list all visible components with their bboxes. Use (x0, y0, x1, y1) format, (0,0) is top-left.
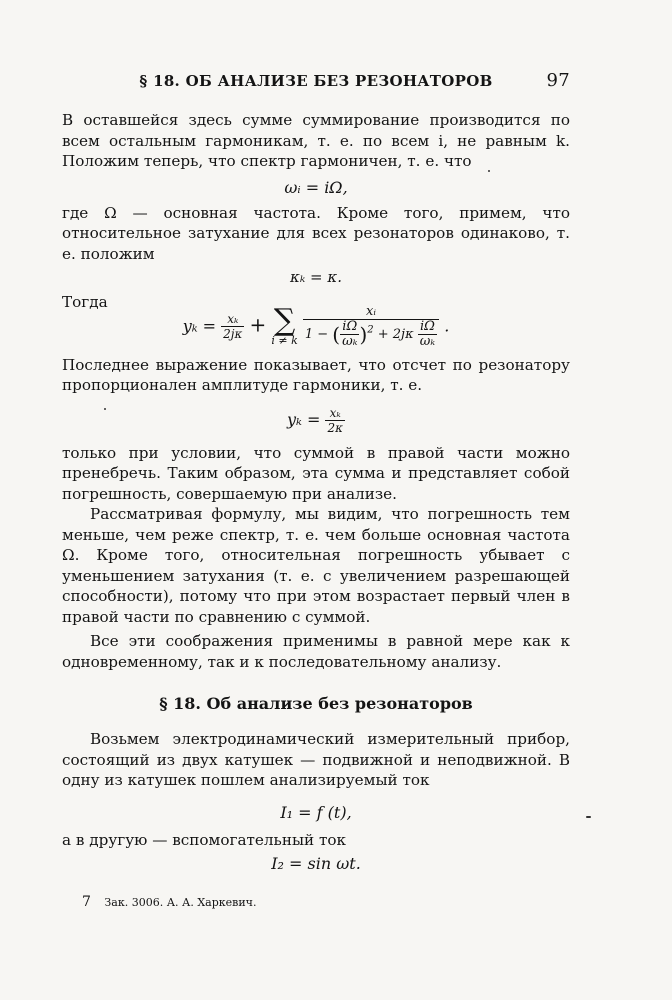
inner-denominator: ωₖ (419, 333, 436, 349)
print-speck (488, 170, 490, 172)
formula-first-term (221, 312, 244, 341)
inner-numerator: iΩ (419, 318, 435, 334)
paragraph-6: Рассматривая формулу, мы видим, что погрешность тем меньше, чем реже спектр, т. е. чем больше основная частота Ω. Кроме того, относительная погрешность убывает с уменьшением затухания (т. е. с увеличением разрешающей способности), потому что при этом возрастает первый член в правой части по сравнению с суммой. (62, 505, 570, 626)
inner-fraction (340, 320, 359, 349)
denominator-part: + 2jκ (377, 326, 414, 342)
inner-denominator: ωₖ (342, 333, 358, 349)
formula-period: . (444, 316, 450, 335)
fraction-numerator: xᵢ (366, 303, 376, 319)
sigma-symbol: ∑ (273, 303, 296, 338)
formula-lhs: yₖ = (182, 316, 217, 335)
square-exponent: 2 (367, 324, 374, 336)
summation-sign (271, 303, 298, 347)
running-head-title: § 18. ОБ АНАЛИЗЕ БЕЗ РЕЗОНАТОРОВ (139, 72, 493, 90)
fraction-numerator: xₖ (329, 405, 341, 420)
formula-lhs: yₖ = (287, 409, 321, 429)
formula-sum-term (303, 305, 439, 349)
plus-sign: + (249, 312, 267, 336)
denominator-part: 1 − (304, 326, 329, 342)
formula-harmonic-spectrum: ωᵢ = iΩ, (284, 177, 348, 197)
fraction-numerator: xₖ (227, 312, 239, 326)
fraction-denominator: 2κ (327, 420, 343, 435)
book-page (62, 72, 570, 879)
formula-fraction (325, 406, 345, 435)
fraction-denominator (303, 319, 439, 349)
paragraph-7: Все эти соображения применимы в равной мере как к одновременному, так и к последовательному анализу. (62, 632, 570, 671)
formula-analyzed-current: I₁ = f (t), (280, 802, 352, 822)
formula-resonator-reading (62, 305, 570, 349)
paragraph-3: Тогда (62, 293, 108, 311)
inner-numerator: iΩ (342, 318, 358, 334)
open-paren: ( (332, 322, 341, 346)
paragraph-9: а в другую — вспомогательный ток (62, 830, 347, 849)
paragraph-8: Возьмем электродинамический измерительный прибор, состоящий из двух катушек — подвижной и неподвижной. В одну из катушек пошлем анализируемый ток (62, 730, 570, 789)
formula-equal-damping: κₖ = κ. (289, 268, 343, 286)
print-speck (586, 816, 591, 818)
paragraph-4: Последнее выражение показывает, что отсчет по резонатору пропорционален амплитуде гармоники, т. е. (62, 355, 570, 394)
signature-number: 7 (82, 894, 91, 910)
running-head (62, 72, 570, 98)
paragraph-5: только при условии, что суммой в правой части можно пренебречь. Таким образом, эта сумма и представляет собой погрешность, совершаемую при анализе. (62, 443, 570, 503)
fraction-denominator: 2jκ (223, 327, 243, 341)
section-heading: § 18. Об анализе без резонаторов (159, 694, 473, 713)
page-footer (82, 894, 256, 910)
print-imprint: Зак. 3006. А. А. Харкевич. (104, 896, 257, 909)
inner-fraction (418, 320, 437, 349)
page-number: 97 (546, 70, 570, 91)
formula-proportional-reading (62, 406, 570, 435)
sigma-limits: i ≠ k (271, 334, 298, 347)
close-paren: ) (359, 322, 368, 346)
print-speck (104, 408, 106, 410)
paragraph-1: В оставшейся здесь сумме суммирование производится по всем остальным гармоникам, т. е. по всем i, не равным k. Положим теперь, что спектр гармоничен, т. е. что (62, 111, 570, 170)
formula-auxiliary-current: I₂ = sin ωt. (271, 854, 361, 873)
paragraph-2: где Ω — основная частота. Кроме того, примем, что относительное затухание для всех резонаторов одинаково, т. е. положим (62, 203, 570, 263)
